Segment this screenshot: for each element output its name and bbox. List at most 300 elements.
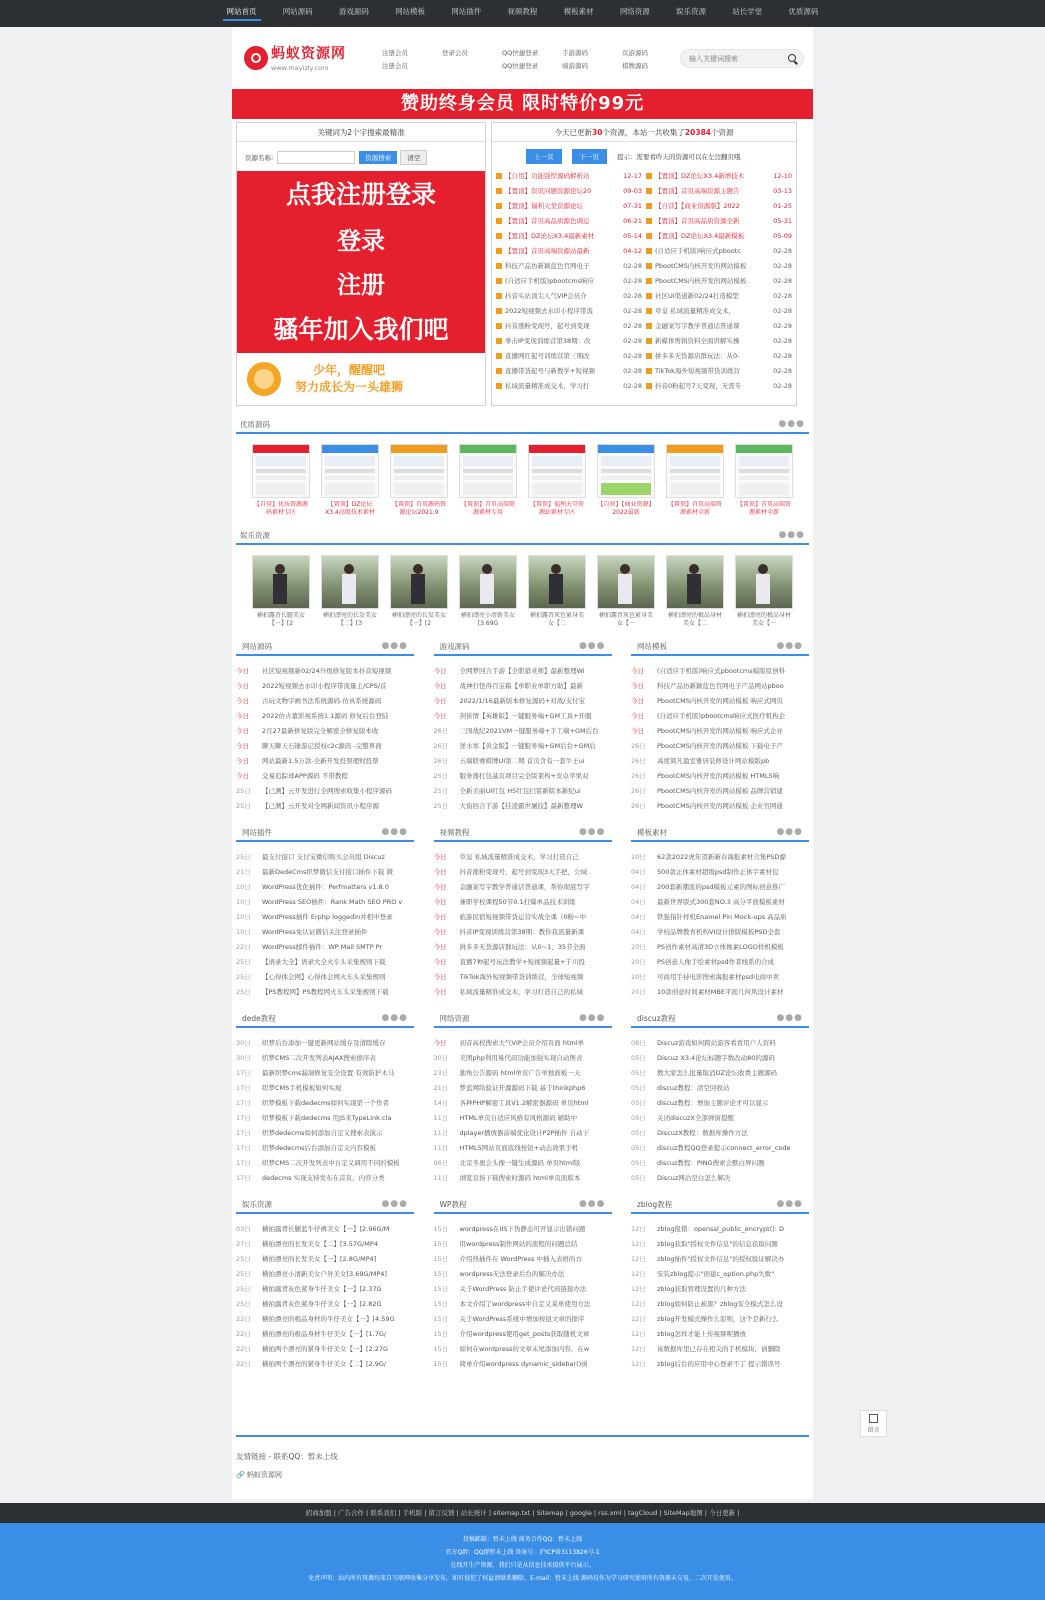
thumb-caption[interactable]: 【置顶】首页高端资源素材专用 [460, 501, 515, 516]
list-item[interactable] [631, 1066, 809, 1081]
latest-item-title[interactable]: 草皇 私域流量精准成交术， [655, 307, 736, 315]
header-link[interactable]: 注册会员 [382, 62, 408, 70]
list-item-title[interactable]: 横拍两个漂亮的紧身牛仔美女【一】[2.27G [262, 1345, 389, 1353]
list-item[interactable] [631, 1237, 809, 1252]
list-item[interactable] [236, 1282, 414, 1297]
list-item-title[interactable]: 横拍露背灰色紧身牛仔美女【一】[2.82G [262, 1300, 382, 1308]
list-item-title[interactable]: 【心得体会网】心得体会网火车头采集规则 [262, 973, 386, 981]
list-item-title[interactable]: 横拍露背灰色紧身牛仔美女【一】[2.37G [262, 1285, 382, 1293]
list-item-title[interactable]: zblog如何防止被黑？zblog安全模式怎么设 [657, 1300, 783, 1308]
list-item-title[interactable]: 用wordpress制作网站的流程的问题总结 [459, 1240, 578, 1248]
list-item[interactable] [631, 1156, 809, 1171]
header-link[interactable]: 页游源码 [622, 49, 648, 57]
latest-item-title[interactable]: 新媒体剪辑资料全面讲解实操 [655, 337, 740, 345]
latest-item[interactable] [646, 319, 792, 334]
list-item[interactable] [434, 1357, 612, 1372]
more-icon[interactable]: ●●● [381, 1013, 408, 1023]
list-item[interactable] [434, 1342, 612, 1357]
thumb-card[interactable] [252, 444, 310, 517]
list-item[interactable] [236, 1141, 414, 1156]
more-icon[interactable]: ●●● [578, 1199, 606, 1209]
more-icon[interactable]: ●●● [776, 641, 803, 651]
list-item[interactable] [631, 784, 809, 799]
list-item[interactable] [236, 1312, 414, 1327]
list-item-title[interactable]: (自适应手机版)响应式pbootcms模版原创科 [657, 667, 786, 675]
list-item-title[interactable]: TikTok海外短视频带货训练营，全球短视频 [459, 973, 584, 981]
latest-item-title[interactable]: 拳击IP变现训练营第38期：改 [505, 337, 591, 345]
list-item[interactable] [434, 754, 612, 769]
more-icon[interactable]: ●●● [778, 530, 805, 540]
list-item-title[interactable]: 草皇 私域流量精准成交术，学习打造自己 [459, 853, 579, 861]
list-item-title[interactable]: 横拍漂亮的极品身材的牛仔美女【一】[4.59G [262, 1315, 395, 1323]
latest-item-title[interactable]: PbootCMS内核开发的网站模板 [655, 277, 747, 285]
thumb-image[interactable] [528, 444, 586, 498]
register-ad[interactable] [237, 171, 485, 353]
list-item[interactable] [434, 1066, 612, 1081]
vip-banner[interactable]: 赞助终身会员 限时特价99元 [232, 89, 813, 119]
list-item[interactable] [631, 694, 809, 709]
list-item-title[interactable]: 【语录大全】语录大全火车头采集规则下载 [262, 958, 386, 966]
latest-item[interactable] [496, 199, 642, 214]
list-item[interactable] [236, 724, 414, 739]
list-item-title[interactable]: 拼多多无货源店群玩法：从0~1，35节全面 [459, 943, 586, 951]
header-link[interactable]: 端游源码 [562, 62, 588, 70]
list-item-title[interactable]: 逆水寒【黄金版】一键服务端+GM后台+GM后 [459, 742, 596, 750]
nav-item[interactable]: 网站插件 [451, 7, 482, 16]
list-item-title[interactable]: PbootCMS内核开发的网站模板 下载电子产 [657, 742, 783, 750]
list-item[interactable] [631, 955, 809, 970]
resource-name-input[interactable] [277, 151, 355, 164]
list-item[interactable] [236, 1237, 414, 1252]
list-item[interactable] [631, 910, 809, 925]
list-item[interactable] [631, 880, 809, 895]
more-icon[interactable]: ●●● [778, 419, 805, 429]
more-icon[interactable]: ●●● [381, 827, 408, 837]
list-item[interactable] [434, 925, 612, 940]
list-item-title[interactable]: 10款创意时间素材MBE平面几何风设计素材 [657, 988, 784, 996]
list-item[interactable] [631, 1171, 809, 1186]
resource-search-button[interactable]: 资源搜索 [359, 151, 397, 164]
list-item[interactable] [434, 1312, 612, 1327]
column-title[interactable]: 模板素材 [637, 827, 667, 837]
thumb-image[interactable] [252, 555, 310, 609]
list-item[interactable] [434, 1156, 612, 1171]
nav-item[interactable]: 模板素材 [563, 7, 594, 16]
column-title[interactable]: WP教程 [439, 1199, 467, 1209]
list-item[interactable] [631, 724, 809, 739]
latest-item-title[interactable]: (自适应手机版)pbootcms响应 [505, 277, 595, 285]
thumb-caption[interactable]: 横拍露背灰色紧身美女【一 [598, 612, 653, 627]
search-input[interactable] [681, 50, 776, 67]
more-icon[interactable]: ●●● [381, 641, 408, 651]
list-item[interactable] [236, 694, 414, 709]
list-item-title[interactable]: 服务器打包基页项目完全版架构+安卓苹果双 [459, 772, 589, 780]
list-item[interactable] [434, 1222, 612, 1237]
latest-item[interactable] [496, 334, 642, 349]
latest-item-title[interactable]: 【置顶】资讯问题资源论坛20 [505, 187, 592, 195]
list-item-title[interactable]: 介绍wordpress使用get_posts获取随机文章 [459, 1330, 590, 1338]
list-item[interactable] [434, 1297, 612, 1312]
column-title[interactable]: 游戏源码 [439, 641, 470, 651]
list-item-title[interactable]: WordPress免认证微信关注登录插件 [262, 928, 368, 936]
list-item-title[interactable]: 如何在wordpress的文章末尾添加内容，在w [459, 1345, 590, 1353]
list-item-title[interactable]: Discuz X3.4论坛标题字数改动80的源码 [657, 1054, 775, 1062]
list-item[interactable] [236, 754, 414, 769]
thumb-image[interactable] [459, 555, 517, 609]
list-item-title[interactable]: 全网梦回合手游【全职猎灵师】最新整理Wi [459, 667, 585, 675]
list-item-title[interactable]: zblog后台的应用中心登录不了 提示错误号 [657, 1360, 781, 1368]
list-item[interactable] [434, 940, 612, 955]
thumb-card[interactable] [252, 555, 310, 628]
latest-item-title[interactable]: 【置顶】DZ论坛X3.4最新素材 [505, 232, 595, 240]
list-item-title[interactable]: PS创意人像手绘素材psd作者线系的合成 [657, 958, 775, 966]
list-item-title[interactable]: 织梦后台添加一键更新网站缓存及清除缓存 [262, 1039, 386, 1047]
latest-item-title[interactable]: 抖音实站顶尖人气VIP会员介 [505, 292, 587, 300]
list-item[interactable] [236, 709, 414, 724]
thumb-caption[interactable]: 【置顶】福利天堂资源站素材专区 [529, 501, 584, 516]
list-item-title[interactable]: 高度简凡盈室雅居装修设计网站模版pb [657, 757, 770, 765]
list-item-title[interactable]: discuz教程：增加主题评论才可以显示 [657, 1099, 769, 1107]
list-item-title[interactable]: 500款正体素材超级psd制作正体字素材包 [657, 868, 779, 876]
list-item-title[interactable]: 【PS教程网】PS教程网火车头采集规则下载 [262, 988, 389, 996]
list-item[interactable] [236, 910, 414, 925]
list-item-title[interactable]: 62款2022虎年贺新新春海报素材合集PSD源 [657, 853, 786, 861]
column-title[interactable]: 网站源码 [242, 641, 272, 651]
list-item-title[interactable]: 横拍漂亮的极品身材牛仔美女【一】[1.7G/ [262, 1330, 387, 1338]
list-item[interactable] [236, 985, 414, 1000]
list-item-title[interactable]: 浏览宣扬下载搜索时源码 html单页面版本 [459, 1174, 581, 1182]
list-item-title[interactable]: zblog插件"授权文件信息"的授权验证解决办 [657, 1255, 785, 1263]
list-item[interactable] [434, 739, 612, 754]
list-item[interactable] [236, 1111, 414, 1126]
list-item-title[interactable]: 抖音涨粉变现号，起号到变现3天手把，公域 [459, 868, 588, 876]
thumb-caption[interactable]: 横拍漂亮的极品身材美女【二 [667, 612, 722, 627]
list-item-title[interactable]: 2月27最新修复版完全解密全修复版本收 [262, 727, 379, 735]
list-item-title[interactable]: 科技产品仿新颖蓝色官网电子产品网站pboo [657, 682, 784, 690]
latest-item[interactable] [646, 259, 792, 274]
list-item-title[interactable]: 横拍露背长腿蓝牛仔裤美女【一】[2.96G/M [262, 1225, 390, 1233]
list-item[interactable] [434, 724, 612, 739]
list-item[interactable] [434, 1327, 612, 1342]
list-item[interactable] [631, 664, 809, 679]
list-item[interactable] [236, 1126, 414, 1141]
list-item[interactable] [236, 940, 414, 955]
thumb-image[interactable] [321, 444, 379, 498]
list-item[interactable] [631, 1222, 809, 1237]
list-item[interactable] [236, 925, 414, 940]
latest-item[interactable] [646, 184, 792, 199]
list-item-title[interactable]: HTML5网站页面底线按钮+动态效果手机 [459, 1144, 579, 1152]
list-item-title[interactable]: PS创作素材高清3D立体像素LOGO样机模板 [657, 943, 784, 951]
list-item[interactable] [631, 1342, 809, 1357]
list-item-title[interactable]: 聊天聊天石锤游记授权c2c源码 -完整界面 [262, 742, 382, 750]
list-item-title[interactable]: 最新织梦cms漏洞修复安全设置 有效防护木马 [262, 1069, 395, 1077]
list-item-title[interactable]: 安装zblog提示"创建c_option.php失败" [657, 1270, 775, 1278]
list-item-title[interactable]: 介绍热插件在 WordPress 中插入表格的方 [459, 1255, 582, 1263]
thumb-caption[interactable]: 横拍露背灰色紧身美女【二 [529, 612, 584, 627]
thumb-card[interactable] [597, 444, 655, 517]
list-item-title[interactable]: 社区短视频新02/24升级修复版本抖音短视频 [262, 667, 392, 675]
list-item[interactable] [434, 1126, 612, 1141]
list-item-title[interactable]: WordPress SEO插件：Rank Math SEO PRO v [262, 898, 403, 906]
list-item[interactable] [434, 1267, 612, 1282]
list-item-title[interactable]: PbootCMS内核开发的网站模板 响应式网页 [657, 697, 783, 705]
list-item[interactable] [434, 1282, 612, 1297]
list-item-title[interactable]: PbootCMS内核开发的网站模板 响应式企业 [657, 727, 783, 735]
thumb-card[interactable] [735, 444, 793, 517]
list-item[interactable] [631, 1051, 809, 1066]
list-item[interactable] [236, 1171, 414, 1186]
list-item-title[interactable]: 教大家怎么批量取消DZ论坛收费主题源码 [657, 1069, 777, 1077]
list-item[interactable] [631, 865, 809, 880]
list-item-title[interactable]: 学校品牌教育机构VI设计排版模板PSD全套 [657, 928, 781, 936]
header-link[interactable]: 登录会员 [442, 49, 468, 57]
thumb-card[interactable] [321, 444, 379, 517]
latest-item[interactable] [646, 169, 792, 184]
list-item-title[interactable]: 织梦模板下载dedecms如何实现第一个作者 [262, 1099, 390, 1107]
list-item-title[interactable]: 关于WordPress系统中增加按钮文章的排序 [459, 1315, 585, 1323]
thumb-caption[interactable]: 【置顶】首页高端资源素材全新 [736, 501, 791, 516]
thumb-card[interactable] [666, 555, 724, 628]
list-item-title[interactable]: dedecms 实现支持发布在首页、内容分类 [262, 1174, 385, 1182]
list-item[interactable] [434, 1141, 612, 1156]
list-item-title[interactable]: 织梦模板下载dedecms 用JS来TypeLink.cla [262, 1114, 392, 1122]
list-item[interactable] [236, 1036, 414, 1051]
list-item-title[interactable]: zblog获取管理设置的几种方法 [657, 1285, 746, 1293]
list-item[interactable] [631, 850, 809, 865]
list-item[interactable] [631, 1357, 809, 1372]
list-item-title[interactable]: 兼职学校课程50节0.1打爆单品技术训练 [459, 898, 576, 906]
column-title[interactable]: discuz教程 [637, 1013, 676, 1023]
more-icon[interactable]: ●●● [381, 1199, 408, 1209]
list-item[interactable] [434, 1081, 612, 1096]
latest-item-title[interactable]: 【置顶】首页高端资源站最新 [505, 247, 590, 255]
list-item-title[interactable]: WordPress优化插件：Perfmatters v1.8.0 [262, 883, 389, 891]
latest-item[interactable] [496, 289, 642, 304]
friend-link[interactable]: 🔗 蚂蚁资源网 [236, 1471, 282, 1479]
list-item-title[interactable]: 五端联赛棋牌UI第二期 首页含有一套牛王ui [459, 757, 585, 765]
list-item[interactable] [434, 1111, 612, 1126]
list-item-title[interactable]: 2022/1/16最新版本修复源码+对战/支付宝 [459, 697, 585, 705]
list-item-title[interactable]: 旅游民宿短视频带货运营实战全课（0粉~中 [459, 913, 587, 921]
list-item-title[interactable]: DiscuzX教程：数据库操作方法 [657, 1129, 748, 1137]
thumb-card[interactable] [735, 555, 793, 628]
list-item[interactable] [236, 1156, 414, 1171]
list-item[interactable] [434, 970, 612, 985]
thumb-caption[interactable]: 横拍漂亮小清新美女[3.69G [460, 612, 515, 627]
latest-item[interactable] [646, 334, 792, 349]
latest-item[interactable] [646, 199, 792, 214]
thumb-caption[interactable]: 【置顶】DZ论坛X3.4高级技术素材 [325, 501, 375, 516]
list-item-title[interactable]: 织梦CMS手机模板如何实现 [262, 1084, 342, 1092]
latest-item[interactable] [646, 349, 792, 364]
header-link[interactable]: 棋牌源码 [622, 62, 648, 70]
thumb-card[interactable] [459, 555, 517, 628]
list-item-title[interactable]: (自适应手机版)pbootcms响应式医疗机构企 [657, 712, 786, 720]
list-item-title[interactable]: WordPress邮件插件：WP Mail SMTP Pr [262, 943, 383, 951]
header-link[interactable]: 手游源码 [562, 49, 588, 57]
latest-item[interactable] [646, 229, 792, 244]
more-icon[interactable]: ●●● [578, 1013, 606, 1023]
latest-item[interactable] [496, 184, 642, 199]
list-item[interactable] [631, 799, 809, 814]
latest-item[interactable] [646, 274, 792, 289]
list-item[interactable] [236, 865, 414, 880]
thumb-image[interactable] [597, 444, 655, 498]
list-item[interactable] [631, 709, 809, 724]
list-item-title[interactable]: PbootCMS内核开发的网站模板 HTML5响 [657, 772, 780, 780]
list-item[interactable] [434, 769, 612, 784]
list-item-title[interactable]: 北京冬奥会头像一键生成源码 单页html版 [459, 1159, 581, 1167]
list-item[interactable] [236, 664, 414, 679]
list-item-title[interactable]: 三国战纪2021VM一键服务端+手工端+GM后台 [459, 727, 599, 735]
more-icon[interactable]: ●●● [776, 827, 803, 837]
nav-item[interactable]: 网站模板 [395, 7, 426, 16]
thumb-caption[interactable]: 横拍漂亮的长发美女【一】[2 [391, 612, 446, 627]
list-item[interactable] [631, 970, 809, 985]
thumb-image[interactable] [597, 555, 655, 609]
latest-item[interactable] [646, 379, 792, 394]
list-item-title[interactable]: 铁强指针样机Enamel Pin Mock-ups 高品质 [657, 913, 787, 921]
list-item[interactable] [236, 955, 414, 970]
list-item-title[interactable]: WordPress插件 Erphp loggedin并相中登录 [262, 913, 393, 921]
more-icon[interactable]: ●●● [578, 827, 606, 837]
thumb-image[interactable] [321, 555, 379, 609]
list-item-title[interactable]: discuz教程：PING搜索会默白屏问题 [657, 1159, 765, 1167]
latest-item[interactable] [496, 229, 642, 244]
list-item[interactable] [434, 664, 612, 679]
list-item-title[interactable]: 该数据库里已存在相关的手机模块，请删除 [657, 1345, 781, 1353]
more-icon[interactable]: ●●● [776, 1013, 803, 1023]
list-item[interactable] [631, 1096, 809, 1111]
latest-item[interactable] [646, 304, 792, 319]
thumb-image[interactable] [252, 444, 310, 498]
list-item[interactable] [434, 880, 612, 895]
list-item[interactable] [236, 1051, 414, 1066]
header-link[interactable]: 注册会员 [382, 49, 408, 57]
list-item-title[interactable]: zblog获取"授权文件信息"的信息获取问题 [657, 1240, 778, 1248]
list-item-title[interactable]: 可商用手持电影搜索海报素材psd电商中卖 [657, 973, 780, 981]
latest-item-title[interactable]: PbootCMS内核开发的网站模板 [655, 262, 747, 270]
latest-item[interactable] [496, 214, 642, 229]
list-item[interactable] [631, 1327, 809, 1342]
thumb-card[interactable] [390, 555, 448, 628]
column-title[interactable]: 网站模板 [637, 641, 667, 651]
list-item-title[interactable]: 横拍漂亮的长发美女【二】[3.57G/MP4 [262, 1240, 378, 1248]
list-item[interactable] [631, 1111, 809, 1126]
list-item-title[interactable]: zblog怎样才能上传视频呢播放 [657, 1330, 746, 1338]
list-item-title[interactable]: 私域流量精准成交术，学习打造自己的私域 [459, 988, 583, 996]
list-item[interactable] [631, 940, 809, 955]
list-item-title[interactable]: PbootCMS内核开发的网站模板 企业官网通 [657, 802, 783, 810]
list-item-title[interactable]: 横拍两个漂亮的紧身牛仔美女【二】[2.9G/ [262, 1360, 387, 1368]
list-item[interactable] [434, 1171, 612, 1186]
latest-item-title[interactable]: 【自用】功能强悍源码解析站 [505, 172, 590, 180]
list-item[interactable] [236, 895, 414, 910]
list-item-title[interactable]: 横拍漂亮小清新美女户外美女[3.69G/MP4] [262, 1270, 387, 1278]
latest-item-title[interactable]: 【置顶】首页高品质资源全新 [655, 217, 740, 225]
search-icon[interactable] [788, 54, 796, 62]
list-item[interactable] [434, 784, 612, 799]
list-item-title[interactable]: 美团php利用易代码功能加强实现自动图表 [459, 1054, 583, 1062]
list-item[interactable] [236, 850, 414, 865]
list-item-title[interactable]: 200套新潮流的psd模板元素的图标创意推广 [657, 883, 786, 891]
list-item[interactable] [236, 1327, 414, 1342]
thumb-image[interactable] [390, 555, 448, 609]
list-item[interactable] [434, 910, 612, 925]
list-item[interactable] [631, 1267, 809, 1282]
thumb-card[interactable] [528, 555, 586, 628]
list-item[interactable] [631, 1126, 809, 1141]
thumb-caption[interactable]: 【置顶】首页源码资源论坛2021.9 [391, 501, 446, 516]
thumb-image[interactable] [666, 555, 724, 609]
site-logo[interactable] [244, 43, 346, 72]
list-item-title[interactable]: 金融案写字教学普通话普通课，帮你彻底写字 [459, 883, 590, 891]
header-link[interactable]: QQ快捷登录 [502, 62, 539, 70]
nav-item[interactable]: 娱乐资源 [676, 7, 706, 16]
thumb-caption[interactable]: 横拍露背长腿美女【一】[2 [256, 612, 305, 627]
thumb-card[interactable] [459, 444, 517, 517]
list-item[interactable] [236, 799, 414, 814]
list-item-title[interactable]: 最新DedeCms织梦微信支付接口插件下载 微 [262, 868, 393, 876]
list-item-title[interactable]: wordpress无法登录后台的解决办法 [459, 1270, 565, 1278]
column-title[interactable]: 视频教程 [439, 827, 470, 837]
list-item-title[interactable]: discuz教程QQ登录提示connect_error_code [657, 1144, 791, 1152]
list-item-title[interactable]: 剑侠情【英雄版】一键服务端+GM工具+开服 [459, 712, 592, 720]
latest-item-title[interactable]: 拼多多无货源店群玩法：从0- [655, 352, 740, 360]
list-item[interactable] [236, 769, 414, 784]
thumb-caption[interactable]: 【自营】【商业资源】2022最新 [597, 501, 655, 516]
list-item[interactable] [236, 784, 414, 799]
list-item-title[interactable]: 2022短视频去水印小程序带流量主/CPS/首 [262, 682, 387, 690]
list-item[interactable] [631, 1312, 809, 1327]
list-item-title[interactable]: 关于WordPress 防止手使评论代码链接办法 [459, 1285, 587, 1293]
latest-item[interactable] [646, 214, 792, 229]
list-item-title[interactable]: PbootCMS内核开发的网站模板 品牌营销建 [657, 787, 783, 795]
thumb-caption[interactable]: 【置顶】首页高端资源素材全新 [667, 501, 722, 516]
list-item[interactable] [631, 925, 809, 940]
list-item-title[interactable]: 战神打怪得百宝箱【单职业单职方助】最新 [459, 682, 583, 690]
thumb-image[interactable] [666, 444, 724, 498]
list-item[interactable] [434, 850, 612, 865]
clear-button[interactable]: 清空 [400, 150, 427, 165]
list-item-title[interactable]: 本文介绍了wordpress中自定义菜单使用方法 [459, 1300, 591, 1308]
header-link[interactable]: QQ快捷登录 [502, 49, 539, 57]
list-item[interactable] [631, 1141, 809, 1156]
list-item-title[interactable]: 【已测】云开发对全网新闻资讯小程序源 [262, 802, 379, 810]
thumb-caption[interactable]: 横拍漂亮的长发美女【二】[3 [322, 612, 377, 627]
list-item-title[interactable]: 大街回合手游【挂凌霸世屠技】最新整理W [459, 802, 583, 810]
list-item[interactable] [236, 739, 414, 754]
list-item-title[interactable]: dplayer播放器前端优化设计P2P插件 自动下 [459, 1129, 590, 1137]
nav-item[interactable]: 视频教程 [507, 7, 538, 16]
list-item[interactable] [434, 709, 612, 724]
list-item[interactable] [236, 1066, 414, 1081]
list-item-title[interactable]: zblog报错：openssl_public_encrypt(): D [657, 1225, 785, 1233]
latest-item[interactable] [496, 259, 642, 274]
column-title[interactable]: dede教程 [242, 1013, 276, 1023]
thumb-card[interactable] [321, 555, 379, 628]
list-item-title[interactable]: zblog开发模式操作么原则，这个是新行么 [657, 1315, 779, 1323]
latest-item-title[interactable]: 【置顶】DZ论坛X3.4新增技术 [655, 172, 745, 180]
more-icon[interactable]: ●●● [776, 1199, 803, 1209]
thumb-caption[interactable]: 横拍漂亮的极品身材美女【一 [736, 612, 791, 627]
list-item[interactable] [236, 679, 414, 694]
list-item[interactable] [236, 970, 414, 985]
list-item[interactable] [434, 694, 612, 709]
latest-item-title[interactable]: TikTok海外短视频带货训练营 [655, 367, 740, 375]
nav-item[interactable]: 网络资源 [619, 7, 650, 16]
